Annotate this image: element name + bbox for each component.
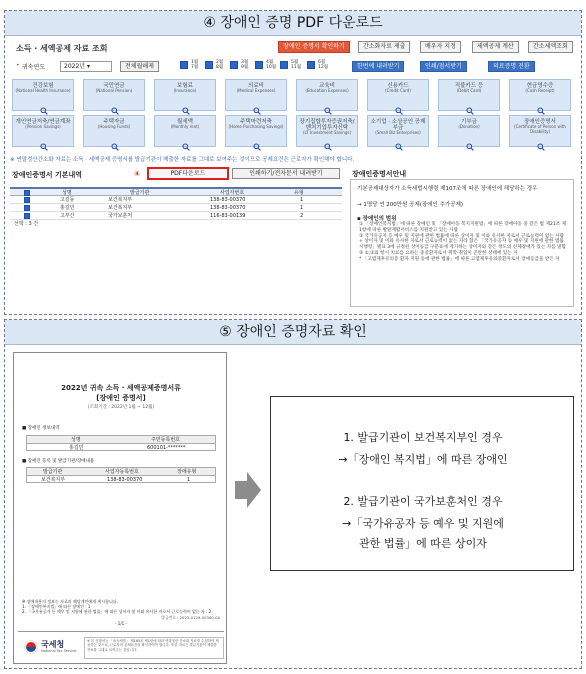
tile-label: 소기업 · 소상공인 공제부금 — [370, 119, 426, 131]
tile-label: 주택자금 — [103, 119, 125, 125]
cell-bizno: 116-83-00139 — [210, 213, 246, 219]
tile-label: 교육비 — [319, 83, 335, 89]
doc-col: 장애유형 — [177, 469, 197, 475]
doc-cell: 보건복지부 — [41, 477, 66, 483]
disability-cert-button[interactable]: 장애인 증명서 확인하기 — [278, 41, 350, 53]
tile-label: 신용카드 — [387, 83, 409, 89]
month-checkbox-2[interactable] — [205, 61, 213, 69]
explain-line-4: →「국가유공자 등 예우 및 지원에 — [342, 517, 504, 530]
year-label: 귀속연도 — [22, 64, 46, 71]
month-label: 2월 8월 — [216, 60, 224, 70]
print-button[interactable]: 인쇄/점서받기 — [420, 61, 467, 72]
list-panel — [10, 165, 342, 309]
table-row[interactable] — [10, 204, 342, 212]
doc-col: 주민등록번호 — [151, 437, 180, 443]
notice-text: ※ 연말정산간소화 자료는 소득 · 세액공제 증명서를 발급기관이 제출한 자료를 그대로 보여주는 것이므로 공제요건은 근로자가 확인해야 합니다. — [10, 157, 355, 163]
cell-bizno: 138-83-00370 — [210, 197, 246, 203]
section-title: ④ 장애인 증명 PDF 다운로드 — [5, 11, 581, 36]
info-p2: → 1명당 연 200만원 공제(장애인 추가공제) — [357, 202, 464, 208]
tile-label: 의료비 — [248, 83, 264, 89]
doc-cell: 1 — [187, 477, 191, 483]
category-tile[interactable] — [12, 115, 74, 147]
tile-label: 기부금 — [461, 119, 477, 125]
info-head: ▪ 장애인의 범위 — [357, 216, 397, 222]
info-title: 장애인증명서안내 — [352, 170, 407, 178]
search-icon — [253, 100, 261, 108]
table-row[interactable] — [10, 196, 342, 204]
category-tile[interactable] — [154, 115, 216, 147]
search-icon — [466, 100, 474, 108]
row-checkbox[interactable] — [24, 205, 30, 211]
month-label: 5월 11월 — [291, 60, 302, 70]
explain-line-3: 2. 발급기관이 국가보훈처인 경우 — [343, 495, 503, 508]
row-checkbox[interactable] — [24, 213, 30, 219]
search-icon — [40, 100, 48, 108]
cell-org: 보건복지부 — [108, 197, 133, 203]
year-select[interactable] — [60, 61, 112, 72]
simple-tax-button[interactable]: 간소세액조회 — [528, 41, 573, 53]
info-p1: 기본공제대상자가 소득세법시행령 제107조에 따른 장애인에 해당하는 경우 — [357, 186, 538, 192]
cell-name: 홍길민 — [60, 205, 75, 211]
doc-table1-row — [27, 444, 215, 451]
count-row — [10, 220, 342, 230]
tile-label: 직불카드 등 — [454, 83, 484, 89]
category-tile[interactable] — [509, 79, 571, 111]
tile-label: 보험료 — [177, 83, 193, 89]
chevron-down-icon: ▾ — [87, 63, 91, 70]
col-org: 발급기관 — [130, 190, 150, 196]
print-download-button[interactable]: 인쇄하기/전자문서 내려받기 — [232, 168, 340, 179]
info-line: ① 「장애인복지법」에 따른 장애인 및 「장애아동 복지지원법」에 따른 장애아동 중 같은 법 제21조 제1항에 따른 발달재활서비스를 지원받고 있는 사람 — [359, 222, 567, 233]
doc-table1-header — [27, 436, 215, 444]
row-checkbox[interactable] — [24, 197, 30, 203]
category-tile[interactable] — [225, 115, 287, 147]
search-icon — [537, 136, 545, 144]
col-bizno: 사업자번호 — [220, 190, 245, 196]
search-icon — [395, 136, 403, 144]
info-panel — [350, 165, 578, 309]
doc-table2-row — [27, 476, 215, 483]
tile-label-en: (National Health Insurance) — [15, 88, 71, 93]
tile-label-en: (Home Purchasing Savings) — [228, 124, 284, 129]
cert-table — [10, 187, 342, 230]
tile-label: 현금영수증 — [526, 83, 554, 89]
doc-cell: 600101-******* — [147, 445, 186, 451]
search-icon — [324, 100, 332, 108]
month-checkbox-1[interactable] — [180, 61, 188, 69]
doc-footnote: ※ 장애내용의 정보는 자료의 해당개인에게 게시합니다. — [22, 599, 118, 604]
info-line: * 「고엽제후유의증 환자 지원 등에 관한 법률」에 따른 고엽제후유의증환자로서 장애등급을 받은 자 — [359, 256, 560, 262]
spouse-designate-button[interactable]: 배우자 지정 — [420, 41, 461, 53]
search-icon — [182, 136, 190, 144]
info-line: ② 국가유공자 등 예우 및 지원에 관한 법률에 따른 상이자 및 이와 유사한 자로서 근로능력이 없는 사람 — [359, 233, 564, 239]
cell-name: 고부산 — [60, 213, 75, 219]
tile-label: 주택마련저축 — [240, 119, 272, 125]
all-months-toggle[interactable]: 전체월해제 — [120, 61, 159, 72]
doc-col: 사업자등록번호 — [105, 469, 139, 475]
month-checkbox-4[interactable] — [255, 61, 263, 69]
doc-footnotes — [22, 599, 222, 614]
right-arrow-icon — [235, 470, 261, 514]
category-tile[interactable] — [12, 79, 74, 111]
category-tile[interactable] — [225, 79, 287, 111]
cell-type: 2 — [300, 213, 304, 219]
nts-logo-icon — [24, 639, 38, 653]
tile-label-en: (Credit Card) — [385, 88, 411, 93]
doc-period: (조회기간 : 2022년 1월 ~ 12월) — [87, 405, 155, 410]
agency-name-en: National Tax Service — [41, 649, 77, 653]
doc-sec2: ■ 장애인 등록 및 발급기관/장애내용 — [22, 459, 95, 464]
page-title: 소득 · 세액공제 자료 조회 — [16, 44, 108, 53]
category-tile[interactable] — [83, 115, 145, 147]
tile-label: 월세액 — [177, 119, 193, 125]
tile-label-en: (Donation) — [458, 124, 480, 129]
info-line: ③ ①,②외 항시 치료를 요하는 중증환자로서 취학·취업이 곤란한 상태에 있는 자 — [359, 250, 518, 256]
month-checkbox-5[interactable] — [280, 61, 288, 69]
tile-label-en: (Small Biz Enterprises) — [375, 130, 421, 135]
search-icon — [324, 136, 332, 144]
doc-notes: ※ 본 증명서는 「소득세법」 제165조 제1항에 따라 연말정산 간소화 자료를 수집하여 제공하는 것으로, 근로자의 공제요건을 확인하여야 합니다. 또한 자료는 발급기관이 제출한 자료를 그대로 보여주는 것입니다. — [84, 637, 224, 659]
doc-page: - 1/1 - — [115, 621, 127, 626]
search-icon — [537, 100, 545, 108]
tile-label-en: (Cash Receipt) — [525, 88, 555, 93]
section-title: ⑤ 장애인 증명자료 확인 — [5, 320, 581, 345]
search-icon — [40, 136, 48, 144]
submit-simplified-button[interactable]: 간소화자료 제출 — [358, 41, 410, 53]
tile-label-en: (National Pension) — [95, 88, 133, 93]
cell-type: 1 — [300, 205, 304, 211]
tile-label-en: (Debit Card) — [456, 88, 482, 93]
doc-sec1: ■ 장애인 정보내역 — [22, 426, 60, 431]
top-row — [10, 41, 578, 55]
tax-calc-button[interactable]: 세액공제 계산 — [472, 41, 519, 53]
category-tile[interactable] — [367, 79, 429, 111]
cell-org: 보건복지부 — [108, 205, 133, 211]
doc-title: 2022년 귀속 소득 · 세액공제증명서류 — [61, 384, 181, 392]
doc-table2 — [26, 467, 216, 483]
category-tile[interactable] — [83, 79, 145, 111]
table-row[interactable] — [10, 212, 342, 220]
col-name: 성명 — [62, 190, 72, 196]
tile-label: 장기집합투자증권저축/벤처기업투자신탁 — [299, 119, 355, 131]
selected-count: 선택 : 3 건 — [14, 221, 39, 227]
tile-label-en: (Housing Funds) — [97, 124, 131, 129]
doc-footnote: 1. 「장애인복지법」에 따른 장애인 : 1 — [22, 604, 91, 609]
month-label: 4월 10월 — [266, 60, 277, 70]
month-label: 1월 7월 — [191, 60, 199, 70]
required-marker: • — [16, 62, 20, 69]
pdf-download-button[interactable]: PDF다운로드 — [147, 167, 229, 180]
search-icon — [111, 136, 119, 144]
info-lines — [359, 222, 567, 263]
doc-table2-header — [27, 468, 215, 476]
tile-label-en: (Education Expenses) — [305, 88, 349, 93]
doc-cell: 138-83-00370 — [107, 477, 143, 483]
search-icon — [466, 136, 474, 144]
tile-label-en: (Medical Expenses) — [236, 88, 276, 93]
cell-org: 국가보훈처 — [108, 213, 133, 219]
doc-issue-no: 발급번호 : 2023-0129-00360-00 — [161, 615, 220, 620]
tile-label-en: (Insurance) — [173, 88, 197, 93]
section-pdf-download — [4, 10, 582, 315]
doc-footnote: 2. 「국가유공자 등 예우 및 지원에 관한 법률」에 따른 상이자 및 이와 유사한 자로서 근로능력이 없는 자 : 2 — [22, 609, 212, 614]
explain-line-1: 1. 발급기관이 보건복지부인 경우 — [343, 431, 503, 444]
category-tile[interactable] — [367, 115, 429, 147]
search-icon — [395, 100, 403, 108]
table-header — [10, 187, 342, 196]
tile-label: 국민연금 — [103, 83, 125, 89]
doc-subtitle: [장애인 증명서] — [96, 394, 146, 402]
cell-bizno: 138-83-00370 — [210, 205, 246, 211]
cell-type: 1 — [300, 197, 304, 203]
tile-label: 개인연금저축/연금계좌 — [15, 119, 71, 125]
explain-line-5: 관한 법률」에 따른 상이자 — [359, 537, 487, 550]
doc-col: 성명 — [71, 437, 81, 443]
search-icon — [111, 100, 119, 108]
explain-line-2: →「장애인 복지법」에 따른 장애인 — [338, 453, 508, 466]
col-type: 유형 — [294, 190, 304, 196]
category-tile[interactable] — [438, 79, 500, 111]
doc-cell: 홍길민 — [69, 445, 84, 451]
tile-label-en: (Pension Savings) — [25, 124, 61, 129]
tile-label-en: (Certificate of Person with Disability) — [514, 124, 566, 134]
info-box — [350, 179, 574, 307]
explanation-box — [270, 396, 574, 571]
search-icon — [182, 100, 190, 108]
filter-row — [10, 59, 578, 75]
month-checkbox-6[interactable] — [307, 61, 315, 69]
agency-name: 국세청 — [41, 640, 65, 649]
doc-divider — [18, 631, 224, 632]
download-all-button[interactable]: 한번에 내려받기 — [352, 61, 404, 72]
tile-label: 건강보험 — [32, 83, 54, 89]
month-label: 3월 9월 — [241, 60, 249, 70]
month-checkbox-3[interactable] — [230, 61, 238, 69]
category-tile[interactable] — [438, 115, 500, 147]
medical-convert-button[interactable]: 의료증명 전환 — [488, 61, 535, 72]
month-label: 6월 12월 — [318, 60, 329, 70]
step-badge: ④ — [134, 170, 140, 178]
info-line: + 상이자 및 이와 유사한 자로서 근로능력이 없는 자라 함은 「국가유공자 등 예우 및 지원에 관한 법률시행령」별표 3에 규정된 상이등급 구분표에 게기하는 상이자와 같은 정도의 신체장애가 있는 자를 말함 — [359, 239, 566, 251]
section-cert-check — [4, 319, 582, 669]
doc-col: 발급기관 — [43, 469, 63, 475]
cell-name: 고길동 — [60, 197, 75, 203]
tile-label-en: (Monthly rent) — [170, 124, 200, 129]
category-tile[interactable] — [296, 115, 358, 147]
tile-label: 장애인증명서 — [524, 119, 556, 125]
year-select-value: 2022년 — [64, 63, 86, 70]
category-tile[interactable] — [296, 79, 358, 111]
list-title: 장애인증명서 기본내역 — [12, 171, 83, 179]
search-icon — [253, 136, 261, 144]
tile-label-en: (LT Investment Savings) — [302, 130, 352, 135]
hometax-screenshot — [10, 41, 578, 309]
certificate-document — [13, 352, 227, 664]
category-tile[interactable] — [154, 79, 216, 111]
category-tile[interactable] — [509, 115, 571, 147]
doc-table1 — [26, 435, 216, 451]
